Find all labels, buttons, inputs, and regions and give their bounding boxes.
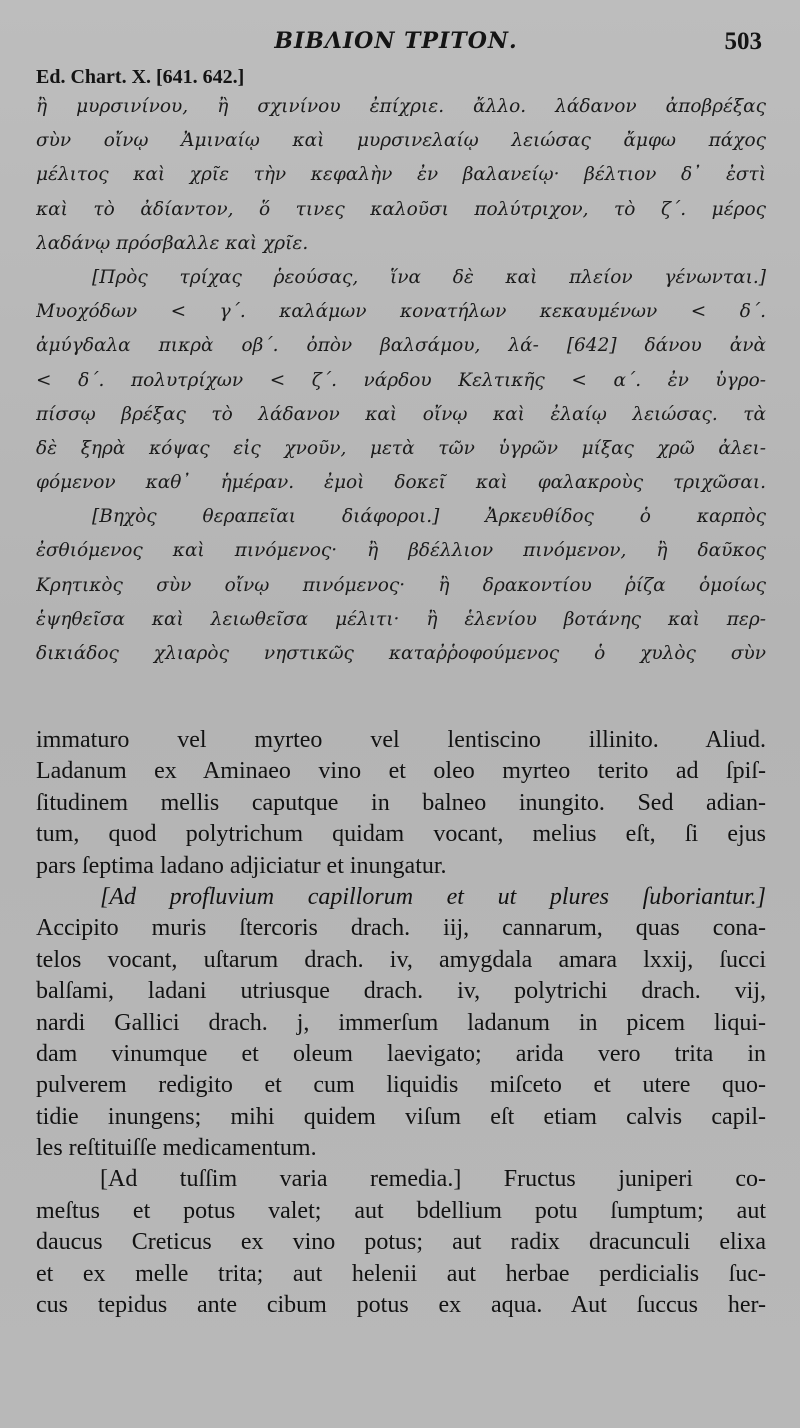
latin-line: dam vinumque et oleum laevigato; arida vero trita in	[36, 1040, 766, 1067]
latin-line: balſami, ladani utriusque drach. iv, polytrichi drach. vij,	[36, 978, 766, 1005]
latin-line: pars ſeptima ladano adjiciatur et inungatur.	[36, 852, 447, 879]
latin-line: nardi Gallici drach. j, immerſum ladanum in picem liqui-	[36, 1009, 766, 1036]
latin-line: Ladanum ex Aminaeo vino et oleo myrteo terito ad ſpiſ-	[36, 758, 766, 785]
greek-line: δὲ ξηρὰ κόψας εἰς χνοῦν, μετὰ τῶν ὑγρῶν μίξας χρῶ ἀλει-	[36, 437, 766, 459]
page-header	[30, 28, 762, 64]
greek-line: μέλιτος καὶ χρῖε τὴν κεφαλὴν ἐν βαλανείῳ· βέλτιον δ᾽ ἐστὶ	[36, 164, 766, 186]
latin-section-heading: [Ad profluvium capillorum et ut plures ſuboriantur.]	[100, 883, 766, 910]
greek-line: φόμενον καθ᾽ ἡμέραν. ἐμοὶ δοκεῖ καὶ φαλακροὺς τριχῶσαι.	[36, 472, 766, 494]
latin-line: ſitudinem mellis caputque in balneo inungito. Sed adian-	[36, 789, 766, 816]
latin-text-block	[36, 725, 766, 1321]
latin-line: meſtus et potus valet; aut bdellium potu ſumptum; aut	[36, 1197, 766, 1224]
greek-section-heading: [Βηχὸς θεραπεῖαι διάφοροι.] Ἀρκευθίδος ὁ καρπὸς	[92, 506, 766, 528]
greek-line: ἀμύγδαλα πικρὰ οβ΄. ὀπὸν βαλσάμου, λά- [642] δάνου ἀνὰ	[36, 335, 766, 357]
latin-section-heading: [Ad tuſſim varia remedia.] Fructus juniperi co-	[100, 1166, 766, 1193]
latin-line: daucus Creticus ex vino potus; aut radix dracunculi elixa	[36, 1229, 766, 1256]
greek-line: σὺν οἴνῳ Ἀμιναίῳ καὶ μυρσινελαίῳ λειώσας ἄμφω πάχος	[36, 130, 766, 152]
latin-line: Accipito muris ſtercoris drach. iij, cannarum, quas cona-	[36, 915, 766, 942]
latin-line: telos vocant, uſtarum drach. iv, amygdala amara lxxij, ſucci	[36, 946, 766, 973]
greek-line: λαδάνῳ πρόσβαλλε καὶ χρῖε.	[36, 232, 309, 254]
greek-section-heading: [Πρὸς τρίχας ῥεούσας, ἵνα δὲ καὶ πλείον γένωνται.]	[92, 266, 766, 288]
latin-line: tum, quod polytrichum quidam vocant, melius eſt, ſi ejus	[36, 821, 766, 848]
greek-line: ἑψηθεῖσα καὶ λειωθεῖσα μέλιτι· ἢ ἑλενίου βοτάνης καὶ περ-	[36, 608, 766, 630]
latin-line: les reſtituiſſe medicamentum.	[36, 1135, 317, 1162]
edition-reference: Ed. Chart. X. [641. 642.]	[36, 66, 245, 88]
running-head: ΒΙΒΛΙΟΝ ΤΡΙΤΟΝ.	[274, 28, 518, 54]
latin-line: cus tepidus ante cibum potus ex aqua. Aut ſuccus her-	[36, 1292, 766, 1319]
latin-line: et ex melle trita; aut helenii aut herbae perdicialis ſuc-	[36, 1260, 766, 1287]
greek-line: Κρητικὸς σὺν οἴνῳ πινόμενος· ἢ δρακοντίου ῥίζα ὁμοίως	[36, 574, 766, 596]
greek-line: δικιάδος χλιαρὸς νηστικῶς καταῤῥοφούμενος ὁ χυλὸς σὺν	[36, 643, 766, 664]
latin-line: tidie inungens; mihi quidem viſum eſt etiam calvis capil-	[36, 1103, 766, 1130]
latin-line: immaturo vel myrteo vel lentiscino illinito. Aliud.	[36, 727, 766, 753]
greek-line: ἐσθιόμενος καὶ πινόμενος· ἢ βδέλλιον πινόμενον, ἢ δαῦκος	[36, 540, 766, 562]
greek-line: καὶ τὸ ἀδίαντον, ὅ τινες καλοῦσι πολύτριχον, τὸ ζ΄. μέρος	[36, 198, 766, 220]
latin-line: pulverem redigito et cum liquidis miſceto et utere quo-	[36, 1072, 766, 1099]
greek-line: Μυοχόδων < γ΄. καλάμων κονατήλων κεκαυμένων < δ΄.	[36, 301, 766, 323]
page-number: 503	[724, 28, 762, 55]
greek-text-block	[36, 90, 766, 671]
greek-line: < δ΄. πολυτρίχων < ζ΄. νάρδου Κελτικῆς < α΄. ἐν ὑγρο-	[36, 369, 766, 391]
greek-line: πίσσῳ βρέξας τὸ λάδανον καὶ οἴνῳ καὶ ἐλαίῳ λειώσας. τὰ	[36, 403, 766, 425]
greek-line: ἢ μυρσινίνου, ἢ σχινίνου ἐπίχριε. ἄλλο. λάδανον ἀποβρέξας	[36, 96, 766, 117]
